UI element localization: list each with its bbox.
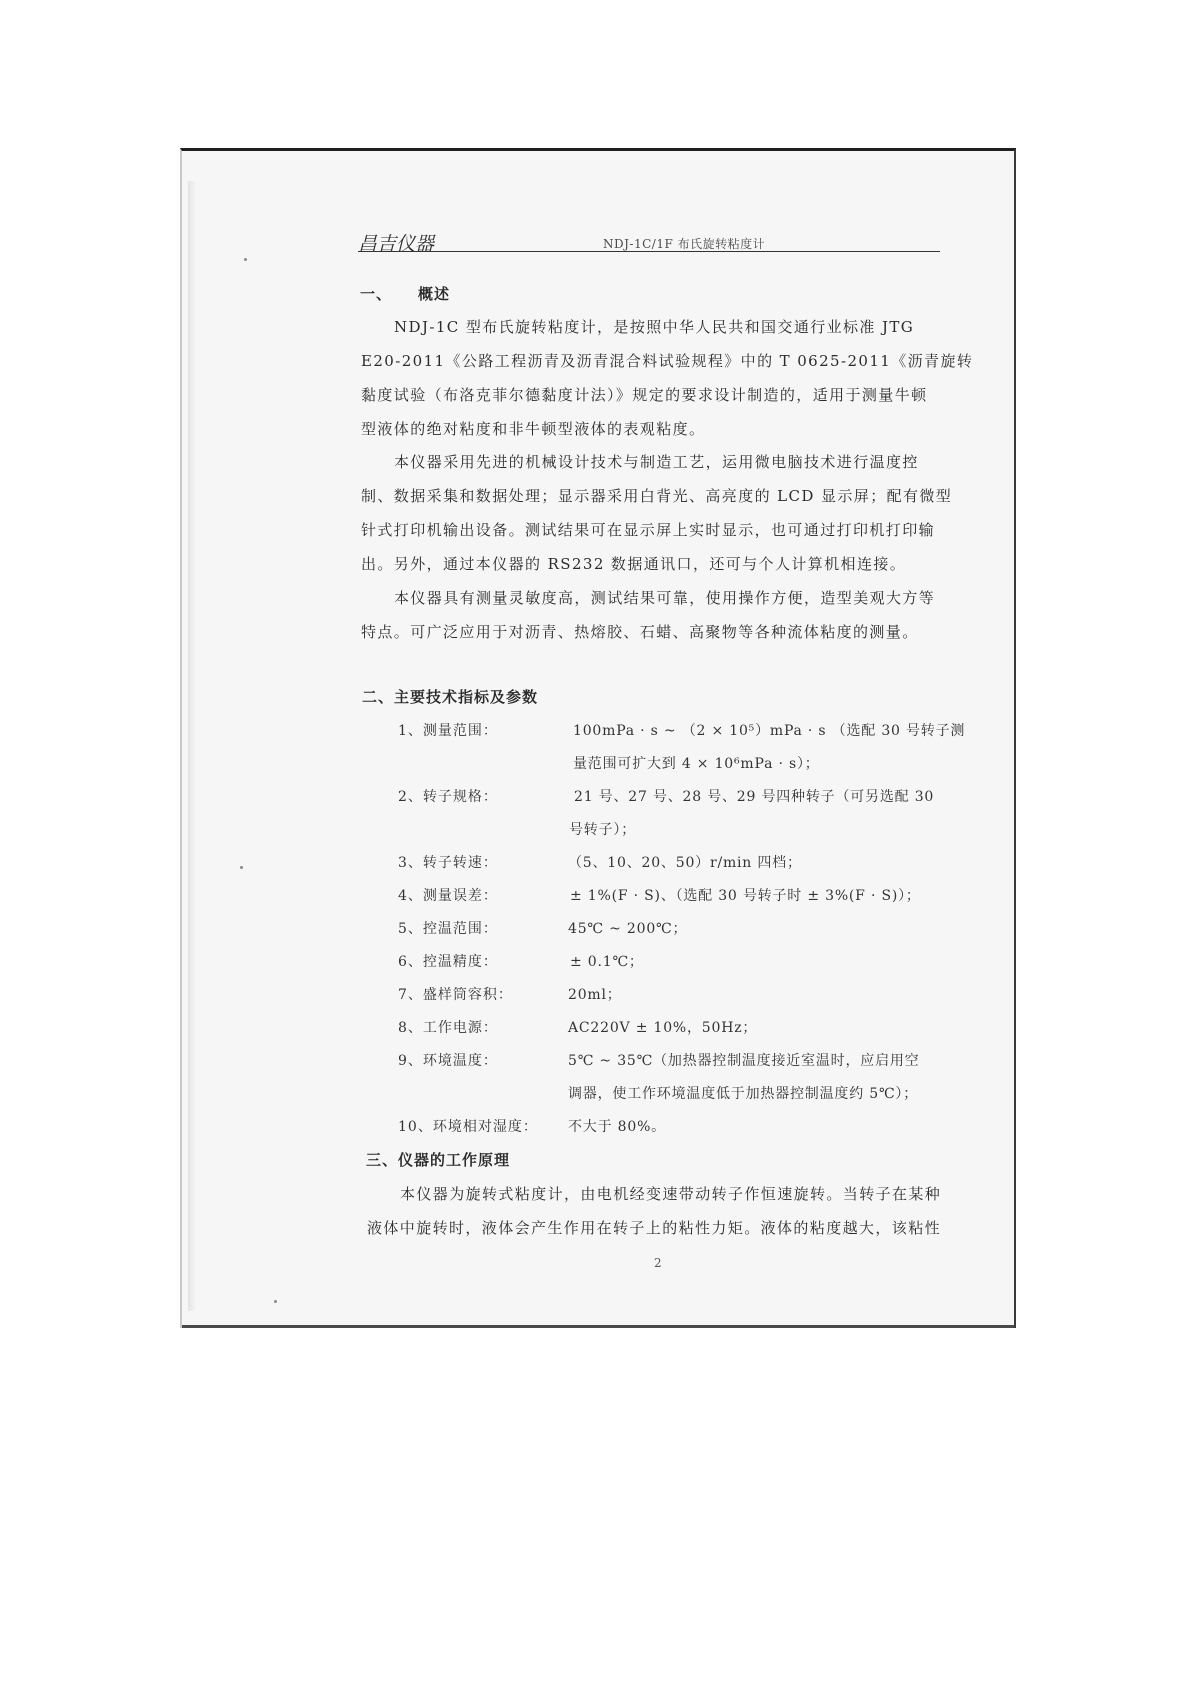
spec-label-ambient-humidity: 10、环境相对湿度： xyxy=(398,1119,538,1135)
scan-edge-shadow xyxy=(188,181,196,1311)
header-rule xyxy=(358,251,940,252)
spec-value-ambient-temp-2: 调器，使工作环境温度低于加热器控制温度约 5℃）； xyxy=(568,1086,919,1102)
section3-heading: 三、仪器的工作原理 xyxy=(366,1151,511,1169)
spec-value-measure-range-2: 量范围可扩大到 4 × 10⁶mPa · s）； xyxy=(573,756,820,772)
scan-speck xyxy=(240,866,243,869)
spec-value-measure-range-1: 100mPa · s ~ （2 × 10⁵）mPa · s （选配 30 号转子测 xyxy=(573,723,966,739)
spec-value-rotor-spec-1: 21 号、27 号、28 号、29 号四种转子（可另选配 30 xyxy=(574,789,935,805)
spec-value-rotor-spec-2: 号转子）； xyxy=(569,822,636,838)
page-number: 2 xyxy=(654,1256,662,1270)
scan-speck xyxy=(274,1300,277,1303)
section1-para1-line4: 型液体的绝对粘度和非牛顿型液体的表观粘度。 xyxy=(361,420,706,438)
section1-number: 一、 xyxy=(360,285,393,303)
scan-speck xyxy=(244,258,247,261)
section1-para2-line3: 针式打印机输出设备。测试结果可在显示屏上实时显示，也可通过打印机打印输 xyxy=(361,521,936,539)
section1-para2-line4: 出。另外，通过本仪器的 RS232 数据通讯口，还可与个人计算机相连接。 xyxy=(361,555,907,573)
section1-para2-line2: 制、数据采集和数据处理；显示器采用白背光、高亮度的 LCD 显示屏；配有微型 xyxy=(361,487,953,505)
section1-para3-line1: 本仪器具有测量灵敏度高，测试结果可靠，使用操作方便，造型美观大方等 xyxy=(394,589,936,607)
spec-value-temp-range: 45℃ ~ 200℃； xyxy=(568,921,688,937)
spec-label-rotor-speed: 3、转子转速： xyxy=(398,855,498,871)
spec-label-rotor-spec: 2、转子规格： xyxy=(398,789,498,805)
section2-heading: 二、主要技术指标及参数 xyxy=(362,688,539,706)
section1-para3-line2: 特点。可广泛应用于对沥青、热熔胶、石蜡、高聚物等各种流体粘度的测量。 xyxy=(361,623,919,641)
document-title: NDJ-1C/1F 布氏旋转粘度计 xyxy=(603,237,766,251)
section1-heading: 概述 xyxy=(418,285,451,303)
scan-bottom-edge xyxy=(182,1325,1014,1328)
spec-value-measure-error: ± 1%(F · S)、（选配 30 号转子时 ± 3%(F · S)）； xyxy=(570,888,921,904)
section1-para1-line1: NDJ-1C 型布氏旋转粘度计，是按照中华人民共和国交通行业标准 JTG xyxy=(394,318,915,336)
spec-value-temp-accuracy: ± 0.1℃； xyxy=(570,954,644,970)
section1-para2-line1: 本仪器采用先进的机械设计技术与制造工艺，运用微电脑技术进行温度控 xyxy=(394,453,919,471)
section1-para1-line3: 黏度试验（布洛克菲尔德黏度计法）》规定的要求设计制造的，适用于测量牛顿 xyxy=(361,386,928,404)
spec-label-temp-accuracy: 6、控温精度： xyxy=(398,954,498,970)
spec-label-sample-volume: 7、盛样筒容积： xyxy=(398,987,513,1003)
spec-value-ambient-humidity: 不大于 80%。 xyxy=(568,1119,666,1135)
spec-label-temp-range: 5、控温范围： xyxy=(398,921,498,937)
spec-value-sample-volume: 20ml； xyxy=(568,987,622,1003)
spec-label-measure-range: 1、测量范围： xyxy=(398,723,498,739)
section3-para-line1: 本仪器为旋转式粘度计，由电机经变速带动转子作恒速旋转。当转子在某种 xyxy=(400,1185,942,1203)
section3-para-line2: 液体中旋转时，液体会产生作用在转子上的粘性力矩。液体的粘度越大，该粘性 xyxy=(367,1219,942,1237)
spec-value-ambient-temp-1: 5℃ ~ 35℃（加热器控制温度接近室温时，应启用空 xyxy=(568,1053,920,1069)
spec-label-power-supply: 8、工作电源： xyxy=(398,1020,498,1036)
spec-value-power-supply: AC220V ± 10%，50Hz； xyxy=(568,1020,758,1036)
spec-label-ambient-temp: 9、环境温度： xyxy=(398,1053,498,1069)
brand-name: 昌吉仪器 xyxy=(358,233,435,255)
section1-para1-line2: E20-2011《公路工程沥青及沥青混合料试验规程》中的 T 0625-2011《沥青旋转 xyxy=(361,352,974,370)
spec-label-measure-error: 4、测量误差： xyxy=(398,888,498,904)
spec-value-rotor-speed: （5、10、20、50）r/min 四档； xyxy=(568,855,802,871)
